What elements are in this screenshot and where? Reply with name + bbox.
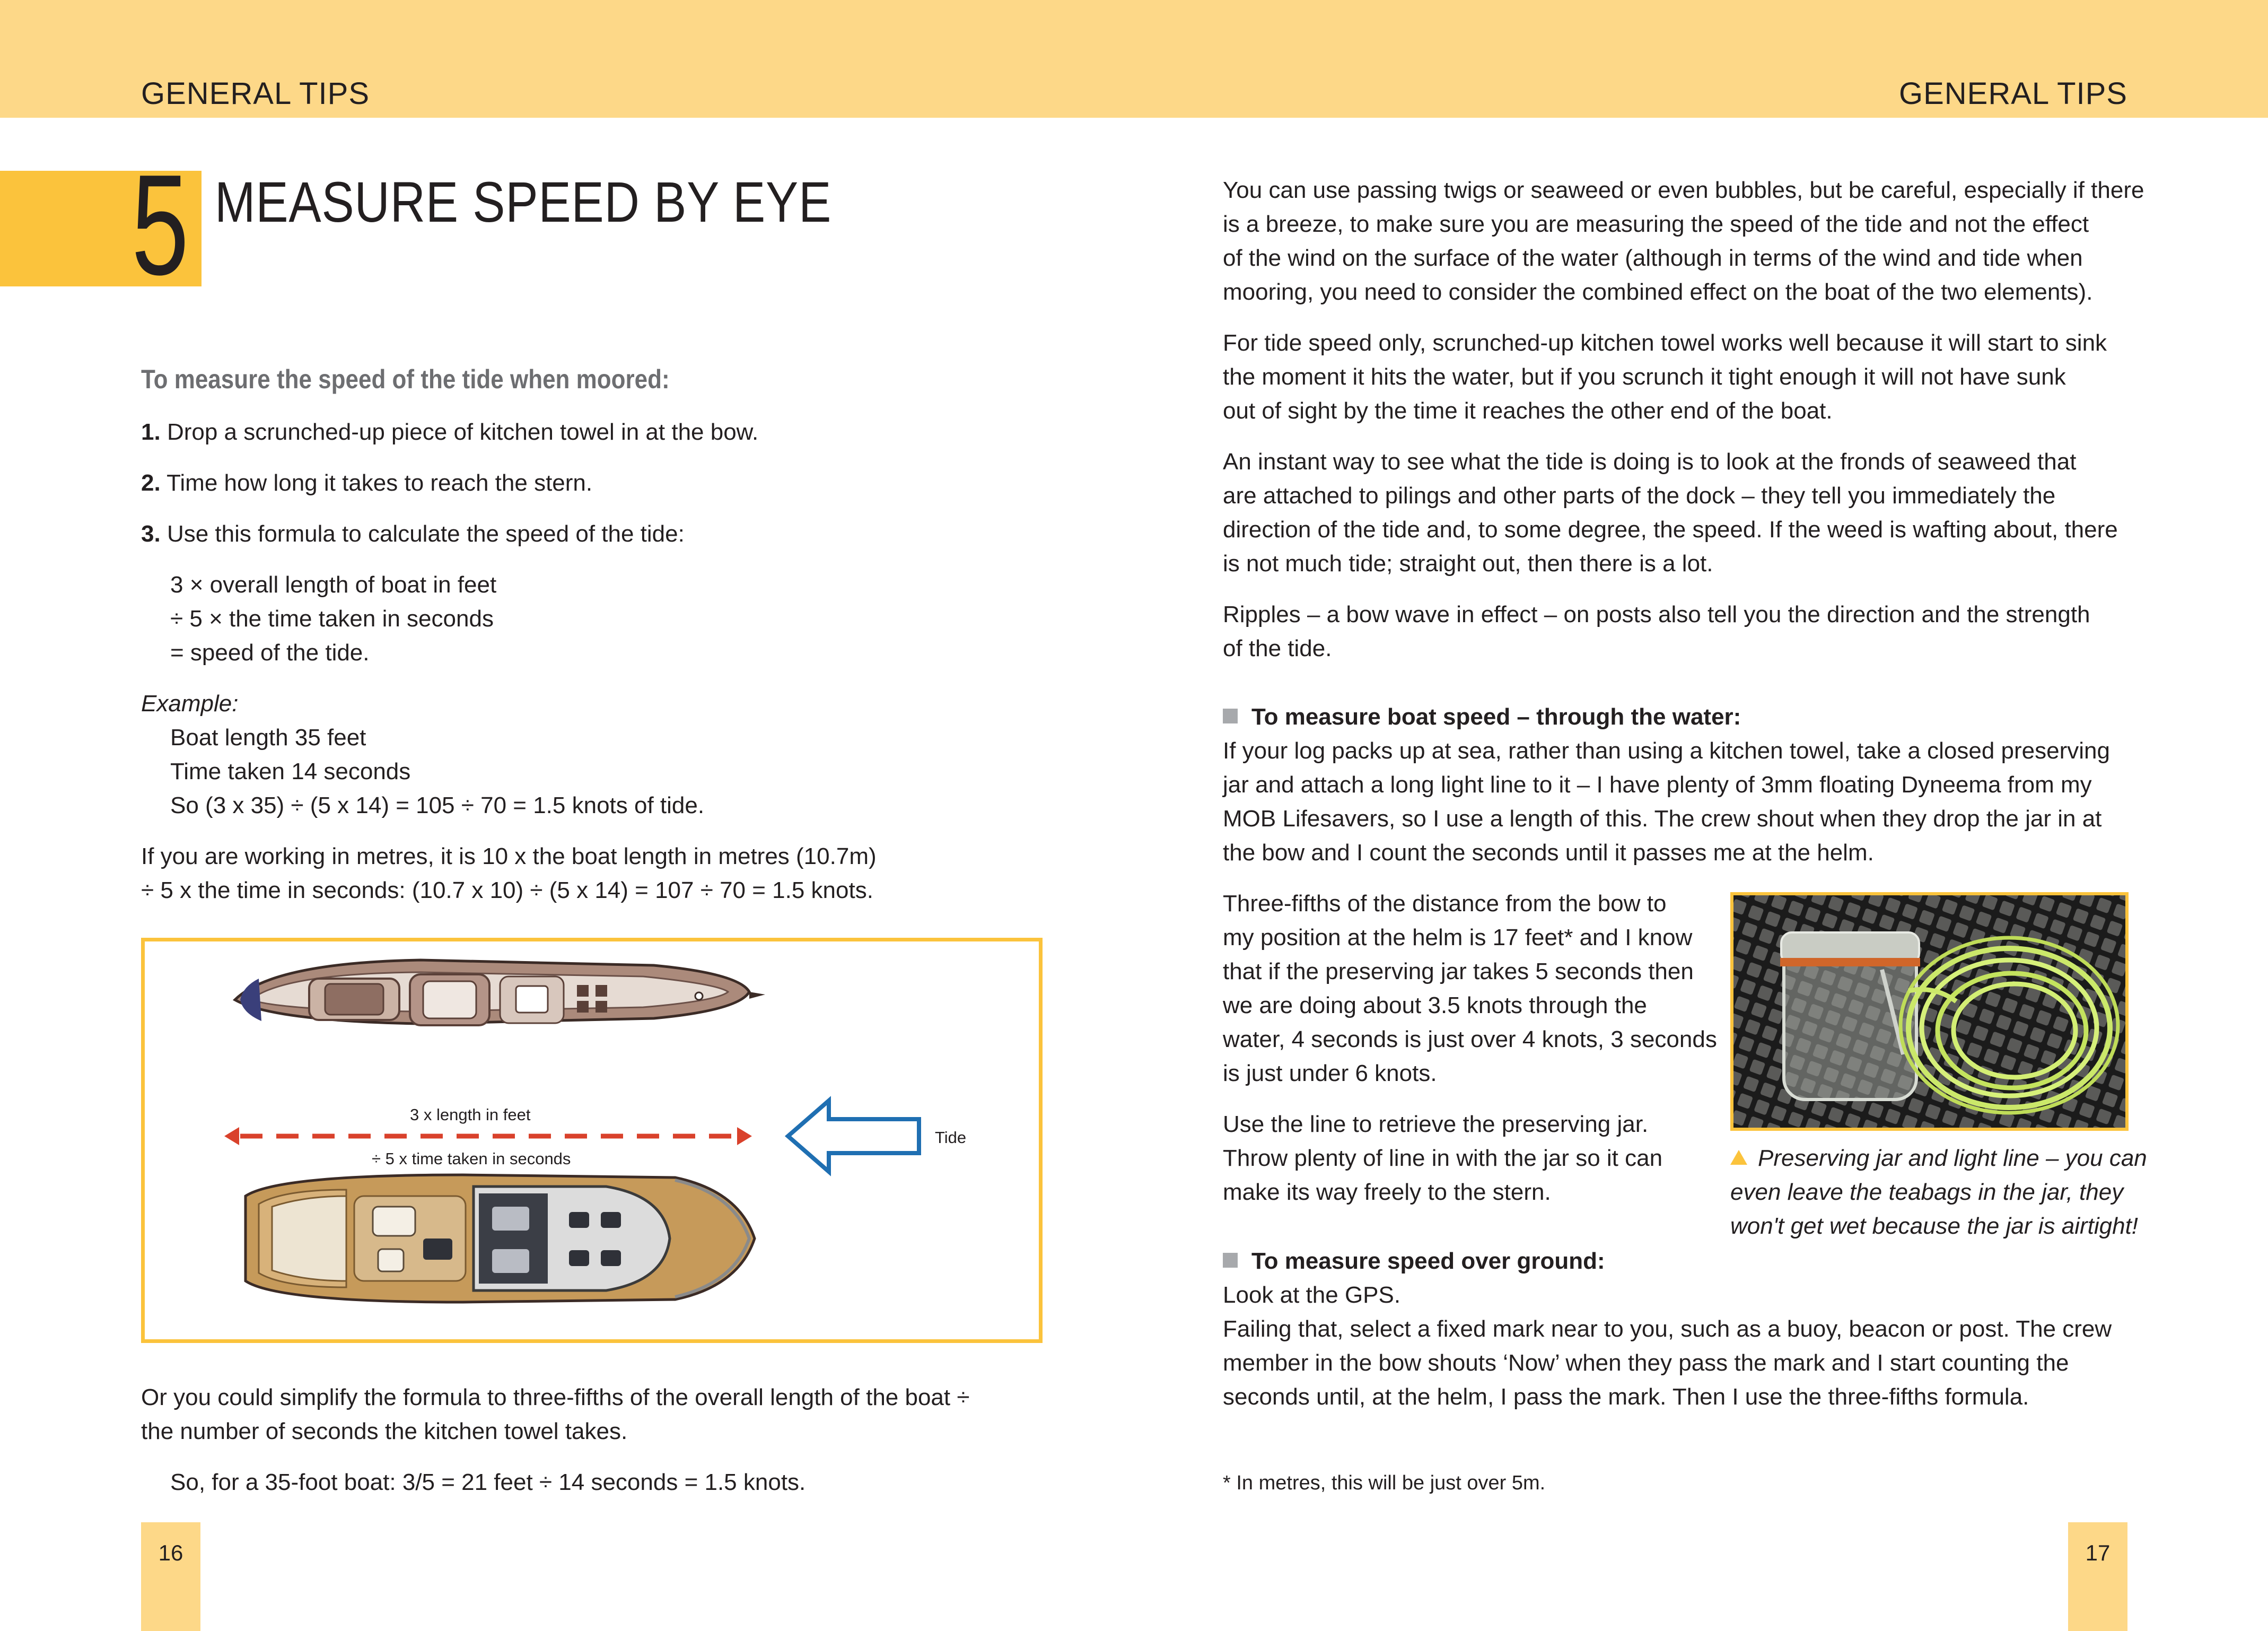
metres-para-line: If you are working in metres, it is 10 x the boat length in metres (10.7m) bbox=[141, 843, 877, 869]
subheading-tide-moored: To measure the speed of the tide when moored: bbox=[141, 364, 670, 394]
right-para-3-line: An instant way to see what the tide is doing is to look at the fronds of seaweed that bbox=[1223, 449, 2077, 475]
step-number: 2. bbox=[141, 470, 161, 496]
motor-boat-illustration bbox=[246, 1175, 755, 1302]
running-head-left: GENERAL TIPS bbox=[141, 76, 370, 111]
three-fifths-para-line: my position at the helm is 17 feet* and I know bbox=[1223, 924, 1693, 950]
right-para-1-line: of the wind on the surface of the water (although in terms of the wind and tide when bbox=[1223, 245, 2083, 271]
caption-line: won't get wet because the jar is airtight! bbox=[1730, 1213, 2139, 1239]
formula-line: = speed of the tide. bbox=[170, 640, 370, 666]
formula-line: ÷ 5 × the time taken in seconds bbox=[170, 606, 494, 632]
example-line: So (3 x 35) ÷ (5 x 14) = 105 ÷ 70 = 1.5 knots of tide. bbox=[170, 792, 705, 818]
page-number-right-text: 17 bbox=[2085, 1540, 2111, 1565]
caption-line: even leave the teabags in the jar, they bbox=[1730, 1179, 2124, 1205]
right-para-2-line: out of sight by the time it reaches the other end of the boat. bbox=[1223, 398, 1833, 424]
diagram-label-tide: Tide bbox=[935, 1128, 967, 1147]
ground-para-line: member in the bow shouts ‘Now’ when they pass the mark and I start counting the bbox=[1223, 1350, 2069, 1376]
square-bullet-icon bbox=[1223, 1253, 1238, 1268]
diagram-label-length: 3 x length in feet bbox=[410, 1105, 531, 1124]
diagram-label-time: ÷ 5 x time taken in seconds bbox=[372, 1149, 571, 1168]
simplify-para-line: Or you could simplify the formula to three-fifths of the overall length of the boat ÷ bbox=[141, 1384, 970, 1410]
list-item bbox=[141, 466, 592, 500]
right-para-3-line: are attached to pilings and other parts of the dock – they tell you immediately the bbox=[1223, 483, 2056, 509]
boat-speed-para-line: If your log packs up at sea, rather than using a kitchen towel, take a closed preserving bbox=[1223, 738, 2110, 764]
right-para-3-line: direction of the tide and, to some degree, the speed. If the weed is wafting about, there bbox=[1223, 517, 2118, 543]
three-fifths-para-line: we are doing about 3.5 knots through the bbox=[1223, 992, 1647, 1018]
right-para-1-line: You can use passing twigs or seaweed or even bubbles, but be careful, especially if there bbox=[1223, 177, 2144, 203]
footnote: * In metres, this will be just over 5m. bbox=[1223, 1472, 1546, 1494]
step-number: 3. bbox=[141, 521, 161, 547]
three-fifths-para-line: water, 4 seconds is just over 4 knots, 3 seconds bbox=[1223, 1026, 1717, 1052]
right-para-4-line: Ripples – a bow wave in effect – on posts also tell you the direction and the strength bbox=[1223, 601, 2090, 627]
ground-para-line: Failing that, select a fixed mark near to you, such as a buoy, beacon or post. The crew bbox=[1223, 1316, 2112, 1342]
three-fifths-para-line: is just under 6 knots. bbox=[1223, 1060, 1437, 1086]
boat-diagram bbox=[141, 938, 1043, 1343]
formula-line: 3 × overall length of boat in feet bbox=[170, 572, 497, 598]
step-text: Use this formula to calculate the speed of the tide: bbox=[167, 521, 685, 547]
right-para-3-line: is not much tide; straight out, then there is a lot. bbox=[1223, 551, 1713, 577]
example-label: Example: bbox=[141, 691, 239, 717]
right-para-4-line: of the tide. bbox=[1223, 635, 1332, 661]
sailing-yacht-illustration bbox=[235, 960, 765, 1025]
boat-speed-heading-text: To measure boat speed – through the water: bbox=[1251, 704, 1741, 730]
right-para-1-line: mooring, you need to consider the combined effect on the boat of the two elements). bbox=[1223, 279, 2093, 305]
page-number-right bbox=[2068, 1522, 2127, 1631]
tide-arrow bbox=[788, 1101, 919, 1172]
step-number: 1. bbox=[141, 419, 161, 445]
right-para-2-line: For tide speed only, scrunched-up kitchen towel works well because it will start to sink bbox=[1223, 330, 2107, 356]
ground-speed-heading-text: To measure speed over ground: bbox=[1251, 1248, 1605, 1274]
retrieve-para-line: Throw plenty of line in with the jar so it can bbox=[1223, 1145, 1663, 1171]
example-line: Time taken 14 seconds bbox=[170, 758, 411, 784]
step-text: Drop a scrunched-up piece of kitchen towel in at the bow. bbox=[167, 419, 759, 445]
square-bullet-icon bbox=[1223, 709, 1238, 723]
boat-speed-para-line: the bow and I count the seconds until it passes me at the helm. bbox=[1223, 840, 1874, 866]
simplify-example: So, for a 35-foot boat: 3/5 = 21 feet ÷ 14 seconds = 1.5 knots. bbox=[170, 1469, 806, 1495]
list-item bbox=[141, 517, 685, 551]
boat-speed-heading bbox=[1223, 700, 1741, 734]
example-line: Boat length 35 feet bbox=[170, 725, 366, 751]
ground-para-line: seconds until, at the helm, I pass the mark. Then I use the three-fifths formula. bbox=[1223, 1384, 2029, 1410]
three-fifths-para-line: Three-fifths of the distance from the bow to bbox=[1223, 891, 1667, 917]
length-arrow bbox=[224, 1127, 752, 1145]
retrieve-para-line: Use the line to retrieve the preserving jar. bbox=[1223, 1111, 1649, 1137]
three-fifths-para-line: that if the preserving jar takes 5 seconds then bbox=[1223, 958, 1694, 984]
boat-speed-para-line: jar and attach a long light line to it – I have plenty of 3mm floating Dyneema from my bbox=[1223, 772, 2092, 798]
page-number-left-text: 16 bbox=[158, 1540, 183, 1565]
preserving-jar-image bbox=[1733, 895, 2125, 1128]
list-item bbox=[141, 415, 758, 449]
retrieve-para-line: make its way freely to the stern. bbox=[1223, 1179, 1551, 1205]
boat-speed-para-line: MOB Lifesavers, so I use a length of this. The crew shout when they drop the jar in at bbox=[1223, 806, 2102, 832]
page-title: MEASURE SPEED BY EYE bbox=[215, 170, 832, 234]
photo-caption bbox=[1730, 1141, 2147, 1175]
caption-triangle-icon bbox=[1730, 1150, 1747, 1165]
right-para-1-line: is a breeze, to make sure you are measuring the speed of the tide and not the effect bbox=[1223, 211, 2089, 237]
running-head-right: GENERAL TIPS bbox=[1898, 76, 2127, 111]
right-para-2-line: the moment it hits the water, but if you scrunch it tight enough it will not have sunk bbox=[1223, 364, 2066, 390]
metres-para-line: ÷ 5 x the time in seconds: (10.7 x 10) ÷ (5 x 14) = 107 ÷ 70 = 1.5 knots. bbox=[141, 877, 873, 903]
boat-diagram-svg bbox=[145, 941, 1039, 1339]
simplify-para-line: the number of seconds the kitchen towel takes. bbox=[141, 1418, 628, 1444]
page-number-left bbox=[141, 1522, 200, 1631]
step-text: Time how long it takes to reach the stern. bbox=[167, 470, 593, 496]
ground-speed-heading bbox=[1223, 1244, 1605, 1278]
preserving-jar-photo bbox=[1730, 892, 2129, 1131]
ground-para-line: Look at the GPS. bbox=[1223, 1282, 1401, 1308]
section-number: 5 bbox=[132, 145, 189, 305]
caption-line: Preserving jar and light line – you can bbox=[1758, 1145, 2147, 1171]
